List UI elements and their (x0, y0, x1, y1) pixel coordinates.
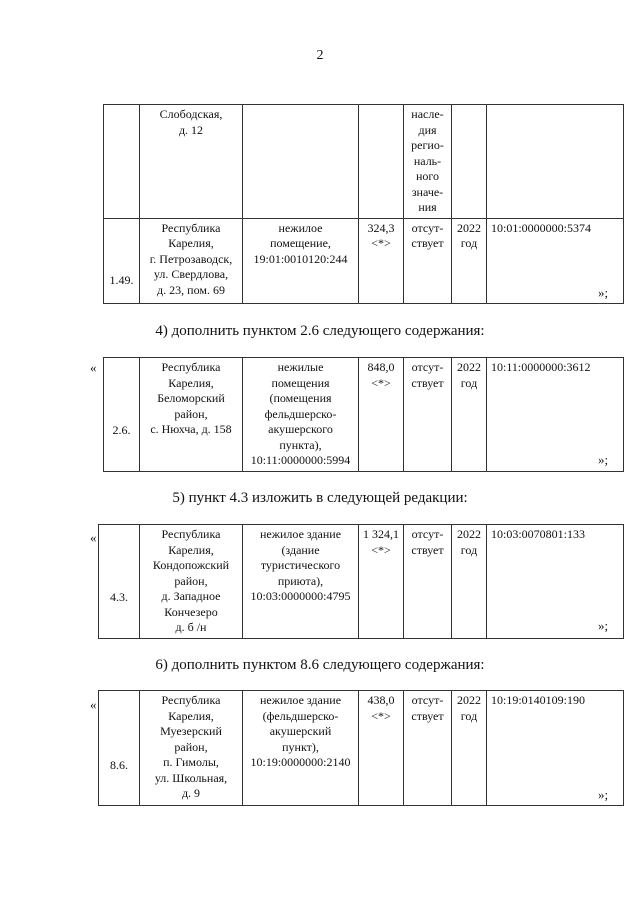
category-cell: отсут- ствует (404, 358, 452, 472)
closing-quote: »; (598, 452, 609, 467)
year-cell: 2022 год (452, 525, 487, 639)
category-cell: отсут- ствует (404, 218, 452, 303)
year-cell: 2022 год (452, 358, 487, 472)
address-cell: Слободская, д. 12 (140, 105, 243, 219)
closing-quote: »; (598, 618, 609, 633)
object-name-cell: нежилое здание (здание туристического приюта), 10:03:0000000:4795 (243, 525, 359, 639)
row-number-cell: 4.3. (99, 525, 140, 639)
table-row (104, 218, 624, 303)
table-row (104, 105, 624, 219)
instruction-6: 6) дополнить пунктом 8.6 следующего содержания: (155, 657, 485, 673)
category-cell: насле- дия регио- наль- ного значе- ния (404, 105, 452, 219)
address-cell: Республика Карелия, Кондопожский район, д. Западное Кончезеро д. б /н (140, 525, 243, 639)
year-cell: 2022 год (452, 218, 487, 303)
property-table-2-6 (103, 357, 624, 472)
area-cell: 848,0 <*> (359, 358, 404, 472)
instruction-4: 4) дополнить пунктом 2.6 следующего содержания: (155, 323, 485, 339)
property-table-4-3 (98, 524, 624, 639)
cadastral-code-cell (487, 105, 624, 219)
opening-quote: « (90, 360, 97, 375)
opening-quote: « (90, 530, 97, 545)
year-cell: 2022 год (452, 691, 487, 806)
row-number-cell: 8.6. (99, 691, 140, 806)
address-cell: Республика Карелия, г. Петрозаводск, ул. Свердлова, д. 23, пом. 69 (140, 218, 243, 303)
address-cell: Республика Карелия, Муезерский район, п. Гимолы, ул. Школьная, д. 9 (140, 691, 243, 806)
row-number-cell: 1.49. (104, 218, 140, 303)
category-cell: отсут- ствует (404, 691, 452, 806)
object-name-cell: нежилое помещение, 19:01:0010120:244 (243, 218, 359, 303)
area-cell: 324,3 <*> (359, 218, 404, 303)
table-row (99, 691, 624, 806)
object-name-cell (243, 105, 359, 219)
cadastral-code-cell: 10:19:0140109:190 (487, 691, 624, 806)
page-number: 2 (316, 48, 324, 63)
cadastral-code-cell: 10:01:0000000:5374 (487, 218, 624, 303)
property-table-8-6 (98, 690, 624, 806)
cadastral-code-cell: 10:03:0070801:133 (487, 525, 624, 639)
row-number-cell (104, 105, 140, 219)
address-cell: Республика Карелия, Беломорский район, с. Нюхча, д. 158 (140, 358, 243, 472)
row-number-cell: 2.6. (104, 358, 140, 472)
table-row (104, 358, 624, 472)
table-row (99, 525, 624, 639)
area-cell: 438,0 <*> (359, 691, 404, 806)
year-cell (452, 105, 487, 219)
property-table-continued (103, 104, 624, 304)
area-cell (359, 105, 404, 219)
opening-quote: « (90, 697, 97, 712)
object-name-cell: нежилое здание (фельдшерско- акушерский пункт), 10:19:0000000:2140 (243, 691, 359, 806)
closing-quote: »; (598, 285, 609, 300)
cadastral-code-cell: 10:11:0000000:3612 (487, 358, 624, 472)
closing-quote: »; (598, 787, 609, 802)
area-cell: 1 324,1 <*> (359, 525, 404, 639)
instruction-5: 5) пункт 4.3 изложить в следующей редакции: (172, 490, 468, 506)
object-name-cell: нежилые помещения (помещения фельдшерско- акушерского пункта), 10:11:0000000:5994 (243, 358, 359, 472)
category-cell: отсут- ствует (404, 525, 452, 639)
